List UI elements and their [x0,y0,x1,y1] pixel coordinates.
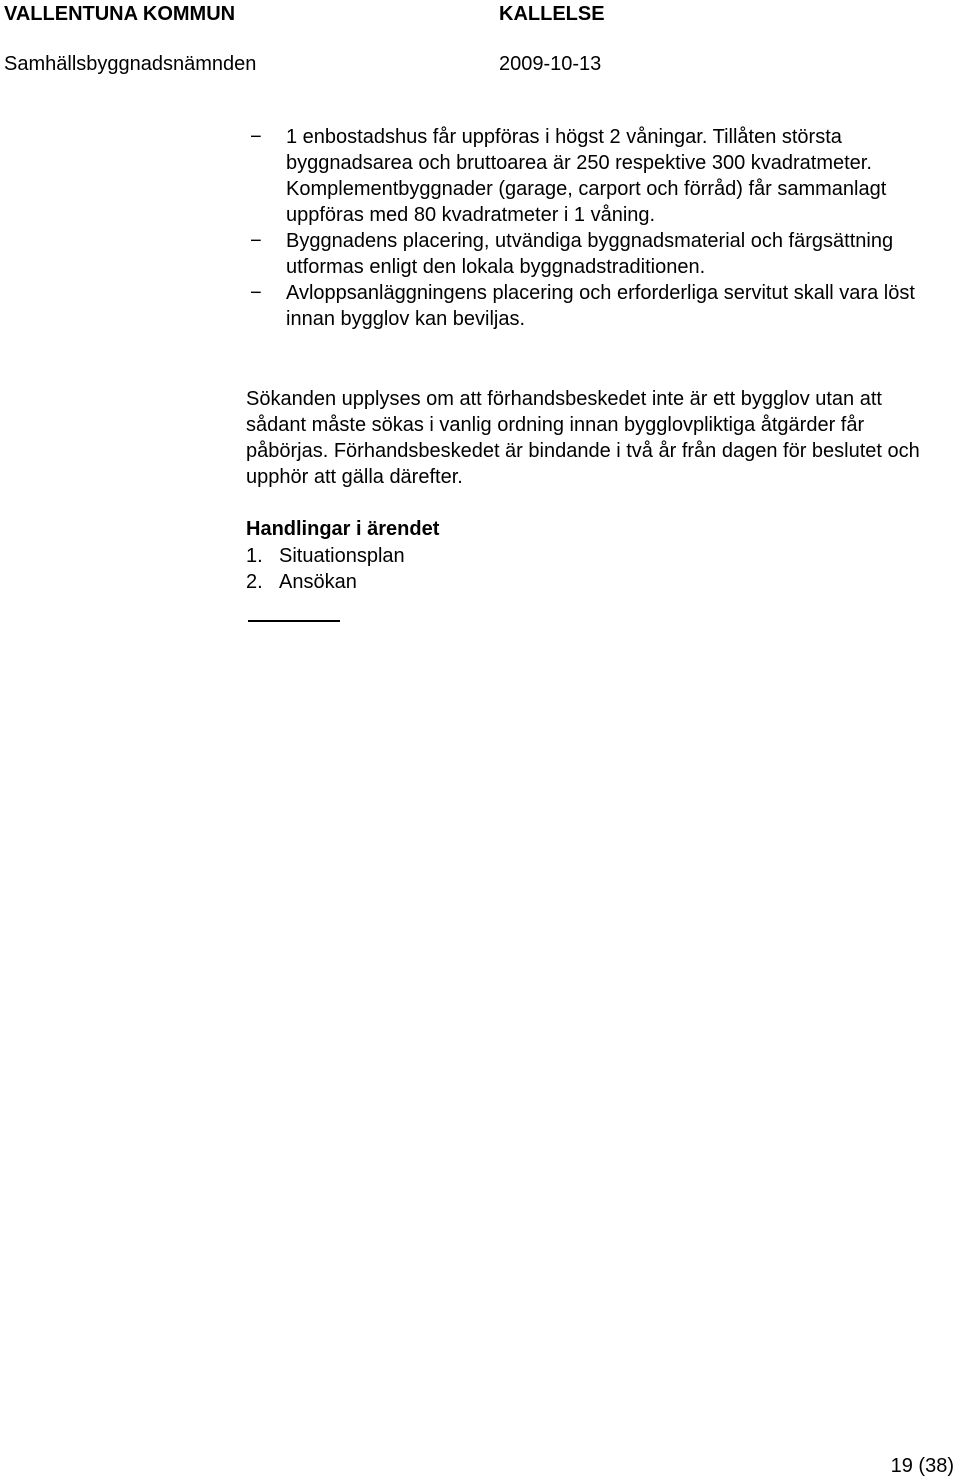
dash-bullet-icon: − [250,230,262,252]
page-number: 19 (38) [890,1455,954,1477]
attachment-number: 1. [246,545,263,567]
notice-paragraph: Sökanden upplyses om att förhandsbeskedet inte är ett bygglov utan att sådant måste sökas i vanlig ordning innan bygglovpliktiga åtgärder får påbörjas. Förhandsbeskedet är bindande i två år från dagen för beslutet och upphör att gälla därefter. [246,388,920,488]
document-type: KALLELSE [499,3,605,25]
condition-item [246,280,936,332]
condition-text: Byggnadens placering, utvändiga byggnadsmaterial och färgsättning utformas enligt den lokala byggnadstraditionen. [286,230,894,278]
condition-text: Avloppsanläggningens placering och erforderliga servitut skall vara löst innan bygglov kan beviljas. [286,282,915,330]
organization-name: VALLENTUNA KOMMUN [4,3,236,25]
attachment-label: Situationsplan [279,545,405,567]
attachment-item [246,569,405,595]
separator-line [248,620,340,622]
dash-bullet-icon: − [250,282,262,304]
condition-item [246,124,936,228]
condition-item [246,228,936,280]
dash-bullet-icon: − [250,126,262,148]
document-date: 2009-10-13 [499,53,602,75]
attachment-number: 2. [246,571,263,593]
attachment-label: Ansökan [279,571,357,593]
attachment-item [246,543,405,569]
attachments-list [246,543,405,595]
condition-text: 1 enbostadshus får uppföras i högst 2 våningar. Tillåten största byggnadsarea och bruttoarea är 250 respektive 300 kvadratmeter. Komplementbyggnader (garage, carport och förråd) får sammanlagt uppföras med 80 kvadratmeter i 1 våning. [286,126,887,226]
board-name: Samhällsbyggnadsnämnden [4,53,257,75]
conditions-list [246,124,936,332]
attachments-heading: Handlingar i ärendet [246,518,440,540]
